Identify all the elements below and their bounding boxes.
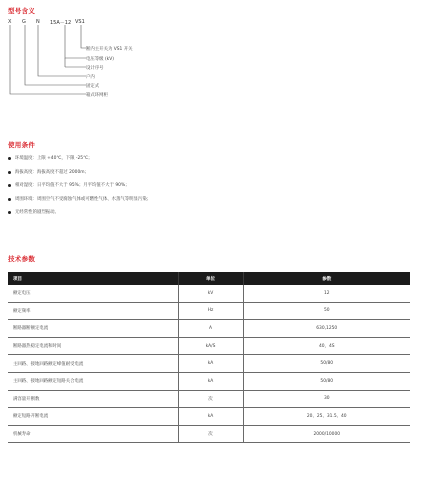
row-unit: A <box>178 320 243 338</box>
meaning-voltage: 电压等级 (kV) <box>86 56 114 62</box>
header-item: 项目 <box>8 272 178 285</box>
row-item: 主回路、接地回路额定短路关合电流 <box>8 372 178 390</box>
model-section-title: 型号含义 <box>8 7 36 15</box>
row-value: 630,1250 <box>243 320 410 338</box>
meaning-design-no: 设计序号 <box>86 65 104 71</box>
code-part-rating: 15A－12 <box>50 20 72 26</box>
params-header-row <box>8 272 410 285</box>
row-item: 额定电压 <box>8 285 178 302</box>
code-part-x: X <box>8 19 12 25</box>
row-item: 主回路、接地回路额定峰值耐受电流 <box>8 355 178 373</box>
code-part-vs1: VS1 <box>75 19 85 25</box>
table-row <box>8 320 410 338</box>
table-row <box>8 302 410 320</box>
row-value: 40，4S <box>243 337 410 355</box>
row-unit: Hz <box>178 302 243 320</box>
bullet-icon <box>8 171 11 174</box>
condition-item <box>8 183 408 197</box>
table-row <box>8 408 410 426</box>
row-value: 30 <box>243 390 410 408</box>
meaning-breaker: 断内主开关为 VS1 开关 <box>86 46 133 52</box>
row-unit: 次 <box>178 390 243 408</box>
header-value: 参数 <box>243 272 410 285</box>
bullet-icon <box>8 198 11 201</box>
bullet-icon <box>8 157 11 160</box>
row-unit: kV <box>178 285 243 302</box>
condition-text: 相对湿度：日平均值不大于 95%；月平均值不大于 90%； <box>15 183 130 188</box>
conditions-section-title: 使用条件 <box>8 141 36 149</box>
row-unit: kA <box>178 372 243 390</box>
row-value: 50 <box>243 302 410 320</box>
row-value: 12 <box>243 285 410 302</box>
table-row <box>8 285 410 302</box>
table-row <box>8 372 410 390</box>
condition-item <box>8 156 408 170</box>
bullet-icon <box>8 211 11 214</box>
table-row <box>8 425 410 443</box>
row-item: 断路器断额定电流 <box>8 320 178 338</box>
header-unit: 单位 <box>178 272 243 285</box>
condition-text: 海拔高度：海拔高度不超过 2000m； <box>15 169 89 175</box>
table-row <box>8 337 410 355</box>
row-value: 2000/10000 <box>243 425 410 443</box>
row-item: 满容量开断数 <box>8 390 178 408</box>
condition-item <box>8 170 408 184</box>
condition-item <box>8 210 408 224</box>
params-section-title: 技术参数 <box>8 255 36 263</box>
row-unit: kA <box>178 355 243 373</box>
row-item: 额定频率 <box>8 302 178 320</box>
condition-item <box>8 197 408 211</box>
row-item: 断路器热稳定电流和时间 <box>8 337 178 355</box>
row-item: 机械寿命 <box>8 425 178 443</box>
condition-text: 无经常性的剧烈振动。 <box>15 210 59 215</box>
row-value: 50/80 <box>243 355 410 373</box>
meaning-indoor: 户内 <box>86 74 95 80</box>
code-part-n: N <box>36 19 40 25</box>
meaning-ring-unit: 箱式环网柜 <box>86 92 108 98</box>
params-table <box>8 272 410 443</box>
row-value: 20、25、31.5、40 <box>243 408 410 426</box>
row-item: 额定短路开断电流 <box>8 408 178 426</box>
conditions-list <box>8 156 408 224</box>
bullet-icon <box>8 184 11 187</box>
model-code-diagram <box>8 19 198 109</box>
table-row <box>8 390 410 408</box>
condition-text: 环境温度：上限 +40℃，下限 -25℃； <box>15 156 93 161</box>
row-value: 50/80 <box>243 372 410 390</box>
condition-text: 周围环境：周围空气不受腐蚀气体或可燃性气体、水蒸气等明显污染； <box>15 196 152 202</box>
meaning-fixed: 固定式 <box>86 83 100 89</box>
row-unit: 次 <box>178 425 243 443</box>
table-row <box>8 355 410 373</box>
row-unit: kA/S <box>178 337 243 355</box>
row-unit: kA <box>178 408 243 426</box>
code-part-g: G <box>22 19 26 25</box>
